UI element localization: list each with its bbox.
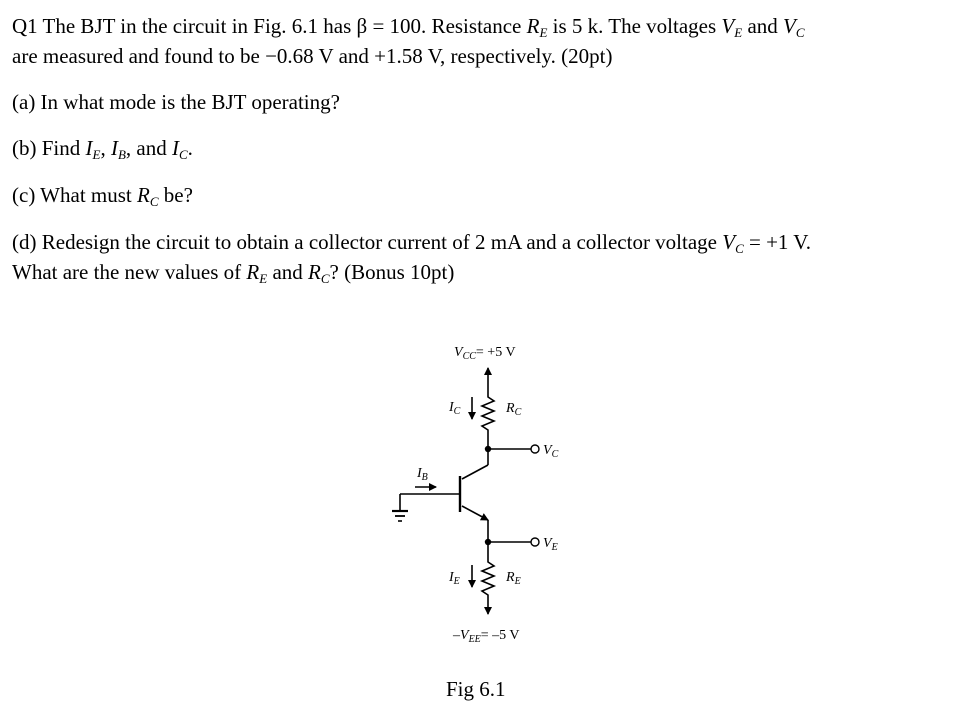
re-label: $R_E$ <box>506 570 521 587</box>
ic-label: $I_C$ <box>449 400 461 417</box>
question-intro-line-1: Q1 The BJT in the circuit in Fig. 6.1 has β = 100. Resistance $R_E$ is 5 k. The voltages $V_E$ and $V_C$ <box>12 14 805 40</box>
collector-lead <box>462 465 488 479</box>
rc-resistor-symbol <box>482 392 494 449</box>
collector-node-dot <box>485 446 491 452</box>
question-part-d-line-1: (d) Redesign the circuit to obtain a collector current of 2 mA and a collector voltage $V_C = +1$ V. <box>12 230 812 256</box>
ib-label: $I_B$ <box>417 466 428 483</box>
re-resistor-symbol <box>482 542 494 598</box>
rc-label: $R_C$ <box>506 401 522 418</box>
emitter-lead <box>462 506 488 520</box>
ground-symbol <box>392 511 408 521</box>
question-part-a: (a) In what mode is the BJT operating? <box>12 90 340 114</box>
ie-label: $I_E$ <box>449 570 460 587</box>
figure-caption: Fig 6.1 <box>446 677 506 701</box>
emitter-node-dot <box>485 539 491 545</box>
vc-label: $V_C$ <box>543 443 559 460</box>
vee-label: $-V_{EE}= -5$ V <box>453 628 520 645</box>
question-part-c: (c) What must $R_C$ be? <box>12 183 193 209</box>
question-part-b: (b) Find $I_E$, $I_B$, and $I_C$. <box>12 136 193 162</box>
ve-label: $V_E$ <box>543 536 558 553</box>
vcc-label: $V_{CC}= +5$ V <box>454 345 516 362</box>
question-intro-line-2: are measured and found to be −0.68 V and +1.58 V, respectively. (20pt) <box>12 44 613 68</box>
vc-terminal-circle <box>531 445 539 453</box>
question-part-d-line-2: What are the new values of $R_E$ and $R_C$? (Bonus 10pt) <box>12 260 455 286</box>
ve-terminal-circle <box>531 538 539 546</box>
